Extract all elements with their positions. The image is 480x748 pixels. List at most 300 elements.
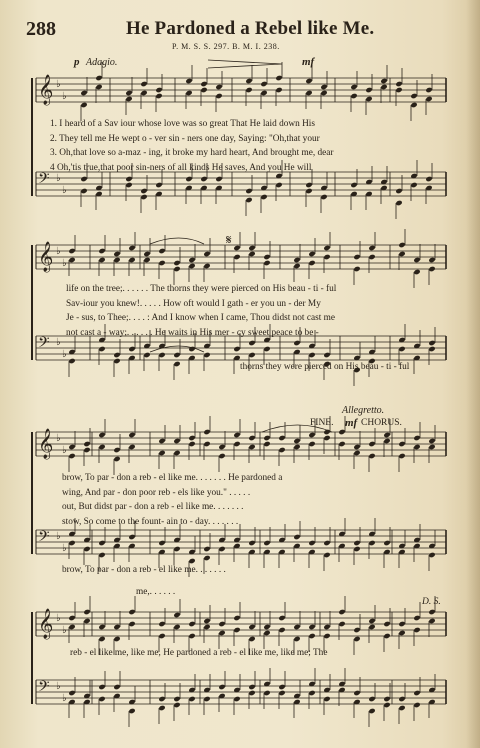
note-head	[68, 453, 75, 459]
note-head	[158, 248, 165, 254]
note-head	[383, 696, 390, 702]
note-head	[98, 346, 105, 352]
note-head	[203, 624, 210, 630]
note-head	[158, 705, 165, 711]
note-head	[308, 260, 315, 266]
note-head	[395, 188, 402, 194]
note-head	[260, 81, 267, 87]
bass-clef: 𝄢	[38, 678, 50, 699]
flat-sign: ♭	[62, 445, 67, 456]
note-head	[245, 87, 252, 93]
note-head	[278, 690, 285, 696]
note-head	[200, 87, 207, 93]
note-head	[128, 534, 135, 540]
system3-lyrics	[62, 471, 282, 529]
note-head	[368, 254, 375, 260]
note-head	[428, 618, 435, 624]
note-head	[398, 251, 405, 257]
ds-marking: D. S.	[422, 597, 441, 607]
note-head	[380, 84, 387, 90]
note-head	[383, 438, 390, 444]
note-head	[245, 78, 252, 84]
note-head	[263, 624, 270, 630]
note-head	[200, 176, 207, 182]
note-head	[323, 435, 330, 441]
note-head	[83, 546, 90, 552]
note-head	[338, 621, 345, 627]
note-head	[68, 358, 75, 364]
note-head	[140, 81, 147, 87]
note-head	[353, 254, 360, 260]
flat-sign: ♭	[56, 681, 61, 692]
note-head	[203, 555, 210, 561]
note-head	[263, 346, 270, 352]
note-head	[308, 690, 315, 696]
note-head	[173, 696, 180, 702]
note-head	[200, 81, 207, 87]
note-head	[323, 624, 330, 630]
note-head	[263, 441, 270, 447]
note-head	[293, 340, 300, 346]
note-head	[395, 200, 402, 206]
note-head	[98, 444, 105, 450]
note-head	[140, 194, 147, 200]
verse-line: 1. I heard of a Sav iour whose love was so great That He laid down His	[50, 119, 315, 129]
note-head	[428, 346, 435, 352]
verse-line: brow, To par - don a reb - el like me. . . . . . . He pardoned a	[62, 473, 283, 483]
system1-lyrics	[50, 117, 333, 175]
note-head	[383, 702, 390, 708]
note-head	[365, 87, 372, 93]
note-head	[353, 636, 360, 642]
note-head	[158, 696, 165, 702]
note-head	[98, 696, 105, 702]
note-head	[140, 188, 147, 194]
note-head	[308, 251, 315, 257]
note-head	[98, 248, 105, 254]
treble-clef: 𝄞	[38, 242, 54, 272]
note-head	[425, 87, 432, 93]
note-head	[155, 93, 162, 99]
note-head	[275, 182, 282, 188]
note-head	[248, 444, 255, 450]
note-head	[278, 435, 285, 441]
flat-sign: ♭	[56, 531, 61, 542]
segno-sign: 𝄋	[226, 232, 232, 247]
note-head	[173, 450, 180, 456]
slur	[150, 238, 204, 244]
note-head	[395, 81, 402, 87]
note-head	[428, 266, 435, 272]
note-head	[413, 702, 420, 708]
note-head	[320, 90, 327, 96]
note-head	[293, 257, 300, 263]
note-head	[428, 340, 435, 346]
fine-marking: FINE.	[310, 418, 334, 428]
note-head	[173, 624, 180, 630]
verse-line: life on the tree;. . . . . . The thorns they were pierced on His beau - ti - ful	[66, 284, 337, 294]
note-head	[428, 444, 435, 450]
note-head	[263, 540, 270, 546]
note-head	[320, 194, 327, 200]
note-head	[203, 618, 210, 624]
note-head	[80, 188, 87, 194]
verse-line: 4 Oh,'tis true,that poor sin-ners of all kinds He saves, And you He will	[50, 162, 312, 173]
note-head	[203, 429, 210, 435]
note-head	[293, 636, 300, 642]
bass-clef: 𝄢	[38, 334, 50, 355]
note-head	[158, 438, 165, 444]
note-head	[143, 257, 150, 263]
note-head	[155, 87, 162, 93]
note-head	[158, 450, 165, 456]
note-head	[203, 696, 210, 702]
verse-line: Je - sus, to Thee;. . . . : And I know when I came, Thou didst not cast me	[66, 313, 335, 324]
note-head	[425, 96, 432, 102]
note-head	[188, 257, 195, 263]
note-head	[398, 630, 405, 636]
note-head	[233, 441, 240, 447]
note-head	[428, 609, 435, 615]
note-head	[350, 84, 357, 90]
note-head	[98, 552, 105, 558]
verse-line: wing, And par - don poor reb - els like you." . . . . .	[62, 487, 251, 498]
flat-sign: ♭	[62, 349, 67, 360]
note-head	[113, 456, 120, 462]
system2-lyrics	[66, 282, 336, 340]
note-head	[428, 438, 435, 444]
system4-upper-lyrics: me,. . . . . .	[136, 587, 176, 597]
note-head	[215, 84, 222, 90]
note-head	[128, 708, 135, 714]
flat-sign: ♭	[56, 79, 61, 90]
note-head	[188, 621, 195, 627]
note-head	[203, 441, 210, 447]
verse-line: 3. Oh,that love so a-maz - ing, it broke my hard heart, And brought me, dear	[50, 148, 334, 159]
note-head	[260, 90, 267, 96]
note-head	[185, 78, 192, 84]
note-head	[173, 612, 180, 618]
note-head	[128, 346, 135, 352]
note-head	[128, 609, 135, 615]
note-head	[113, 257, 120, 263]
note-head	[278, 447, 285, 453]
note-head	[320, 84, 327, 90]
note-head	[308, 624, 315, 630]
note-head	[368, 453, 375, 459]
note-head	[278, 615, 285, 621]
note-head	[263, 630, 270, 636]
flat-sign: ♭	[56, 613, 61, 624]
note-head	[395, 87, 402, 93]
note-head	[158, 621, 165, 627]
note-head	[143, 251, 150, 257]
note-head	[188, 435, 195, 441]
note-head	[188, 441, 195, 447]
note-head	[323, 633, 330, 639]
note-head	[125, 182, 132, 188]
note-head	[113, 684, 120, 690]
note-head	[173, 266, 180, 272]
note-head	[413, 257, 420, 263]
bass-clef: 𝄢	[38, 528, 50, 549]
note-head	[338, 441, 345, 447]
note-head	[368, 624, 375, 630]
note-head	[308, 352, 315, 358]
note-head	[173, 260, 180, 266]
system3-bass-lyrics: brow, To par - don a reb - el like me. . . . . . .	[62, 565, 226, 575]
note-head	[248, 435, 255, 441]
note-head	[233, 432, 240, 438]
hymn-number: 288	[26, 18, 56, 40]
note-head	[428, 257, 435, 263]
verse-line: stow, So come to the fount- ain to - day. . . . . . .	[62, 516, 239, 527]
note-head	[158, 540, 165, 546]
note-head	[413, 690, 420, 696]
note-head	[218, 444, 225, 450]
note-head	[248, 636, 255, 642]
note-head	[428, 552, 435, 558]
note-head	[158, 260, 165, 266]
note-head	[338, 609, 345, 615]
note-head	[188, 263, 195, 269]
note-head	[185, 90, 192, 96]
note-head	[218, 630, 225, 636]
note-head	[128, 257, 135, 263]
dynamic-piano: p	[74, 56, 80, 68]
note-head	[353, 444, 360, 450]
note-head	[398, 441, 405, 447]
note-head	[185, 176, 192, 182]
note-head	[398, 453, 405, 459]
note-head	[323, 352, 330, 358]
verse-line: not cast a - way;. . . . . . He waits in His mer - cy sweet peace to be -	[66, 327, 319, 338]
note-head	[80, 90, 87, 96]
treble-clef: 𝄞	[38, 609, 54, 639]
flat-sign: ♭	[62, 693, 67, 704]
note-head	[398, 621, 405, 627]
note-head	[323, 254, 330, 260]
note-head	[383, 621, 390, 627]
note-head	[95, 84, 102, 90]
note-head	[383, 540, 390, 546]
note-head	[410, 182, 417, 188]
allegretto-marking: Allegretto.	[342, 405, 385, 416]
note-head	[233, 627, 240, 633]
note-head	[323, 696, 330, 702]
note-head	[245, 188, 252, 194]
note-head	[203, 546, 210, 552]
note-head	[215, 93, 222, 99]
note-head	[350, 93, 357, 99]
note-head	[398, 696, 405, 702]
note-head	[293, 444, 300, 450]
verse-line: Sav-iour you knew!. . . . . How oft would I gath - er you un - der My	[66, 298, 321, 309]
bass-clef: 𝄢	[38, 170, 50, 191]
flat-sign: ♭	[62, 258, 67, 269]
flat-sign: ♭	[62, 185, 67, 196]
note-head	[413, 269, 420, 275]
note-head	[248, 540, 255, 546]
flat-sign: ♭	[56, 246, 61, 257]
note-head	[368, 696, 375, 702]
note-head	[98, 636, 105, 642]
note-head	[128, 621, 135, 627]
hymn-reference: P. M. S. S. 297. B. M. I. 238.	[172, 42, 280, 51]
slur	[150, 346, 204, 352]
note-head	[278, 627, 285, 633]
note-head	[368, 540, 375, 546]
note-head	[128, 444, 135, 450]
note-head	[98, 624, 105, 630]
treble-clef: 𝄞	[38, 429, 54, 459]
note-head	[293, 534, 300, 540]
note-head	[353, 546, 360, 552]
note-head	[113, 352, 120, 358]
note-head	[125, 90, 132, 96]
chorus-marking: CHORUS.	[361, 418, 402, 428]
note-head	[308, 432, 315, 438]
note-head	[188, 696, 195, 702]
note-head	[350, 182, 357, 188]
note-head	[308, 540, 315, 546]
note-head	[383, 432, 390, 438]
verse-line: 2. They tell me He wept o - ver sin - ners one day, Saying: "Oh,that your	[50, 133, 320, 144]
note-head	[215, 176, 222, 182]
flat-sign: ♭	[62, 543, 67, 554]
note-head	[233, 346, 240, 352]
note-head	[218, 546, 225, 552]
note-head	[173, 352, 180, 358]
note-head	[83, 447, 90, 453]
note-head	[248, 624, 255, 630]
note-head	[233, 254, 240, 260]
note-head	[353, 450, 360, 456]
note-head	[68, 615, 75, 621]
note-head	[368, 618, 375, 624]
note-head	[113, 636, 120, 642]
note-head	[83, 609, 90, 615]
note-head	[140, 90, 147, 96]
note-head	[218, 621, 225, 627]
note-head	[83, 618, 90, 624]
system2-bass-lyrics: thorns they were pierced on His beau - ti - ful	[240, 362, 410, 372]
note-head	[368, 245, 375, 251]
note-head	[413, 444, 420, 450]
note-head	[365, 96, 372, 102]
note-head	[293, 624, 300, 630]
note-head	[98, 540, 105, 546]
note-head	[368, 441, 375, 447]
note-head	[233, 245, 240, 251]
note-head	[80, 176, 87, 182]
note-head	[323, 540, 330, 546]
note-head	[305, 90, 312, 96]
note-head	[113, 358, 120, 364]
note-head	[125, 176, 132, 182]
note-head	[398, 242, 405, 248]
note-head	[275, 87, 282, 93]
note-head	[188, 633, 195, 639]
note-head	[278, 684, 285, 690]
note-head	[173, 438, 180, 444]
note-head	[248, 340, 255, 346]
diminuendo-hairpin	[208, 60, 282, 68]
note-head	[233, 615, 240, 621]
flat-sign: ♭	[56, 173, 61, 184]
note-head	[353, 690, 360, 696]
note-head	[410, 93, 417, 99]
note-head	[380, 78, 387, 84]
note-head	[383, 633, 390, 639]
note-head	[353, 266, 360, 272]
note-head	[173, 361, 180, 367]
note-head	[263, 435, 270, 441]
flat-sign: ♭	[56, 337, 61, 348]
note-head	[353, 540, 360, 546]
note-head	[68, 248, 75, 254]
verse-line: out, But didst par - don a reb - el like me. . . . . . .	[62, 502, 244, 513]
note-head	[113, 251, 120, 257]
note-head	[95, 75, 102, 81]
note-head	[248, 684, 255, 690]
note-head	[323, 245, 330, 251]
note-head	[263, 254, 270, 260]
note-head	[98, 257, 105, 263]
note-head	[410, 102, 417, 108]
note-head	[305, 188, 312, 194]
note-head	[218, 684, 225, 690]
note-head	[158, 352, 165, 358]
note-head	[98, 432, 105, 438]
note-head	[275, 75, 282, 81]
note-head	[305, 182, 312, 188]
note-head	[323, 552, 330, 558]
note-head	[413, 435, 420, 441]
note-head	[128, 245, 135, 251]
note-head	[305, 78, 312, 84]
note-head	[233, 696, 240, 702]
hymn-title: He Pardoned a Rebel like Me.	[126, 18, 375, 39]
note-head	[425, 176, 432, 182]
note-head	[248, 352, 255, 358]
note-head	[173, 702, 180, 708]
note-head	[113, 447, 120, 453]
note-head	[125, 96, 132, 102]
chorus-dynamic: mf	[345, 417, 358, 429]
note-head	[413, 627, 420, 633]
note-head	[203, 352, 210, 358]
system4-lyrics: reb - el like me, like me, He pardoned a reb - el like me, like me; The	[70, 648, 328, 658]
note-head	[368, 708, 375, 714]
note-head	[248, 245, 255, 251]
note-head	[260, 194, 267, 200]
note-head	[263, 690, 270, 696]
dynamic-mezzoforte: mf	[302, 56, 315, 68]
note-head	[308, 441, 315, 447]
note-head	[113, 624, 120, 630]
note-head	[68, 540, 75, 546]
note-head	[68, 690, 75, 696]
note-head	[413, 615, 420, 621]
note-head	[143, 352, 150, 358]
tempo-marking: Adagio.	[86, 57, 118, 68]
note-head	[80, 102, 87, 108]
note-head	[248, 690, 255, 696]
treble-clef: 𝄞	[38, 75, 54, 105]
note-head	[128, 432, 135, 438]
note-head	[293, 438, 300, 444]
